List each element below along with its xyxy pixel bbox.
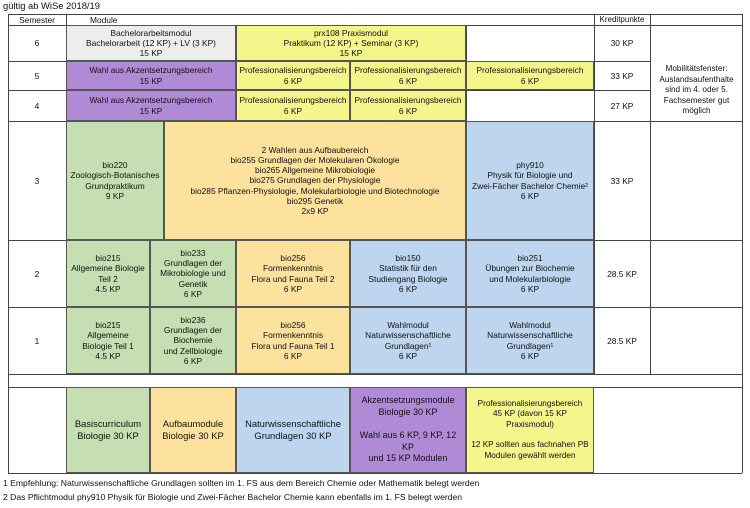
semester-6-label: 6 [34, 38, 40, 48]
science-elective-module-1: Wahlmodul Naturwissenschaftliche Grundlagen¹ 6 KP [350, 307, 466, 374]
header-semester: Semester [19, 15, 55, 25]
bio220-module: bio220 Zoologisch-Botanisches Grundpraktikum 9 KP [66, 121, 164, 240]
grid-line [594, 14, 595, 374]
semester-3-label: 3 [34, 176, 40, 186]
bio215-part1-module: bio215 Allgemeine Biologie Teil 1 4.5 KP [66, 307, 150, 374]
bio256-part1-module: bio256 Formenkenntnis Flora und Fauna Teil 1 6 KP [236, 307, 350, 374]
semester-1-label: 1 [34, 336, 40, 346]
professional-module-s4-2: Professionalisierungsbereich 6 KP [350, 90, 466, 121]
header-module: Module [90, 15, 118, 25]
bio256-part2-module: bio256 Formenkenntnis Flora und Fauna Teil 2 6 KP [236, 240, 350, 307]
semester-6-credits: 30 KP [610, 38, 634, 48]
semester-5-credits: 33 KP [610, 71, 634, 81]
professional-module-s5-3: Professionalisierungsbereich 6 KP [466, 61, 594, 90]
legend-natur: Naturwissenschaftliche Grundlagen 30 KP [236, 387, 350, 473]
legend-basis: Basiscurriculum Biologie 30 KP [66, 387, 150, 473]
grid-line [8, 374, 742, 375]
phy910-module: phy910 Physik für Biologie und Zwei-Fächer Bachelor Chemie² 6 KP [466, 121, 594, 240]
bio233-module: bio233 Grundlagen der Mikrobiologie und Genetik 6 KP [150, 240, 236, 307]
grid-line [8, 14, 9, 473]
semester-2-credits: 28.5 KP [607, 269, 637, 279]
footnote-2: 2 Das Pflichtmodul phy910 Physik für Biologie und Zwei-Fächer Bachelor Chemie kann ebenfalls im 1. FS belegt werden [3, 492, 463, 502]
header-credits: Kreditpunkte [599, 15, 645, 24]
professional-module-s5-1: Professionalisierungsbereich 6 KP [236, 61, 350, 90]
legend-akzent: Akzentsetzungsmodule Biologie 30 KP Wahl aus 6 KP, 9 KP, 12 KP und 15 KP Modulen [350, 387, 466, 473]
grid-line [466, 90, 467, 121]
semester-4-label: 4 [34, 101, 40, 111]
bio251-module: bio251 Übungen zur Biochemie und Molekularbiologie 6 KP [466, 240, 594, 307]
bio236-module: bio236 Grundlagen der Biochemie und Zellbiologie 6 KP [150, 307, 236, 374]
semester-4-credits: 27 KP [610, 101, 634, 111]
professional-module-s5-2: Professionalisierungsbereich 6 KP [350, 61, 466, 90]
grid-line [466, 25, 467, 61]
bio150-module: bio150 Statistik für den Studiengang Biologie 6 KP [350, 240, 466, 307]
page-title: gültig ab WiSe 2018/19 [3, 0, 100, 11]
mobility-note: Mobilitätsfenster: Auslandsaufenthalte sind im 4. oder 5. Fachsemester gut möglich [659, 64, 734, 116]
semester-3-credits: 33 KP [610, 176, 634, 186]
bio215-part2-module: bio215 Allgemeine Biologie Teil 2 4.5 KP [66, 240, 150, 307]
semester-5-label: 5 [34, 71, 40, 81]
semester-1-credits: 28.5 KP [607, 336, 637, 346]
practice-module: prx108 Praxismodul Praktikum (12 KP) + Seminar (3 KP) 15 KP [236, 25, 466, 61]
science-elective-module-2: Wahlmodul Naturwissenschaftliche Grundlagen¹ 6 KP [466, 307, 594, 374]
advanced-electives-module: 2 Wahlen aus Aufbaubereich bio255 Grundlagen der Molekularen Ökologie bio265 Allgemeine Mikrobiologie bio275 Grundlagen der Physiologie bio285 Pflanzen-Physiologie, Molekularbiologie und Biotechnologie bio295 Genetik 2x9 KP [164, 121, 466, 240]
professional-module-s4-1: Professionalisierungsbereich 6 KP [236, 90, 350, 121]
legend-prof: Professionalisierungsbereich 45 KP (davon 15 KP Praxismodul) 12 KP sollten aus fachnahen PB Modulen gewählt werden [466, 387, 594, 473]
grid-line [8, 473, 742, 474]
legend-aufbau: Aufbaumodule Biologie 30 KP [150, 387, 236, 473]
footnote-1: 1 Empfehlung: Naturwissenschaftliche Grundlagen sollten im 1. FS aus dem Bereich Chemie oder Mathematik belegt werden [3, 478, 480, 488]
accent-module-s4: Wahl aus Akzentsetzungsbereich 15 KP [66, 90, 236, 121]
grid-line [742, 14, 743, 473]
semester-2-label: 2 [34, 269, 40, 279]
accent-module-s5: Wahl aus Akzentsetzungsbereich 15 KP [66, 61, 236, 90]
bachelor-thesis-module: Bachelorarbeitsmodul Bachelorarbeit (12 KP) + LV (3 KP) 15 KP [66, 25, 236, 61]
